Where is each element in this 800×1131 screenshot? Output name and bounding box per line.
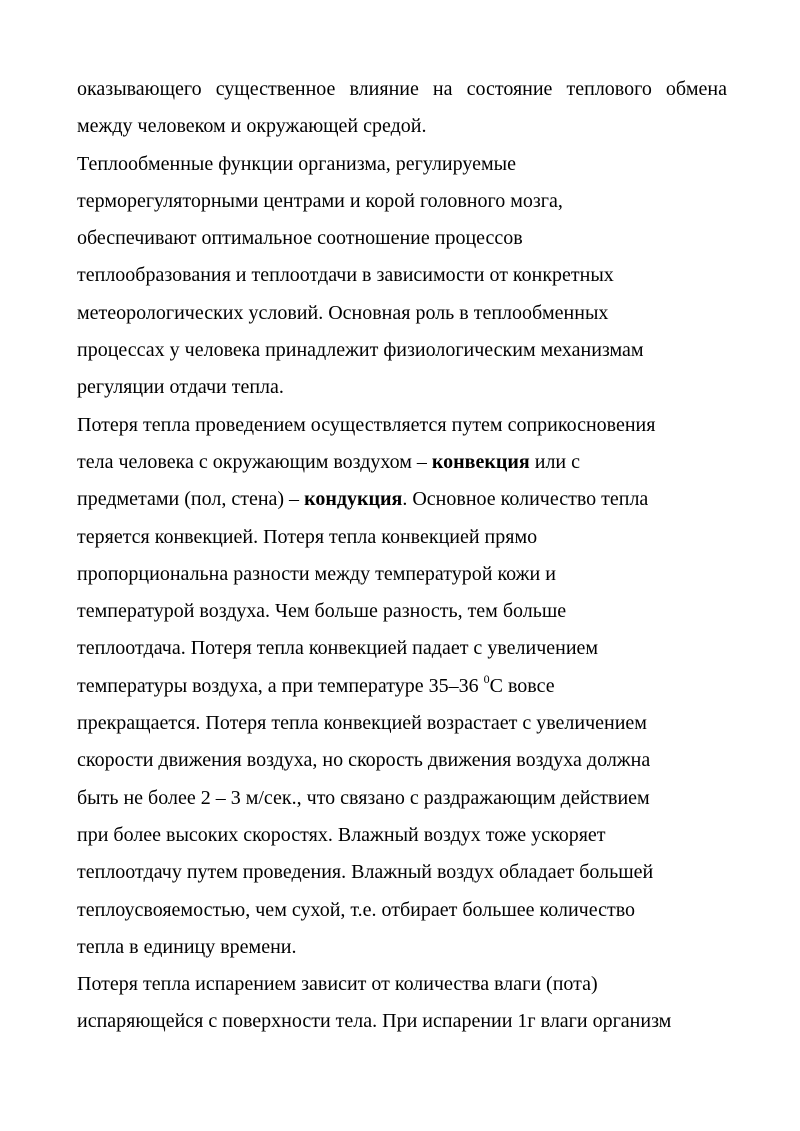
- text-run: испаряющейся с поверхности тела. При испарении 1г влаги организм: [77, 1010, 672, 1033]
- text-line: [77, 369, 727, 406]
- paragraph: [77, 146, 727, 407]
- text-run: пропорциональна разности между температурой кожи и: [77, 562, 556, 585]
- text-run: прекращается. Потеря тепла конвекцией возрастает с увеличением: [77, 712, 647, 735]
- text-run: тепла в единицу времени.: [77, 935, 297, 958]
- text-run: Потеря тепла испарением зависит от количества влаги (пота): [77, 973, 598, 996]
- text-line: [77, 593, 727, 630]
- text-run: между человеком и окружающей средой.: [77, 115, 427, 138]
- text-run: при более высоких скоростях. Влажный воздух тоже ускоряет: [77, 823, 606, 846]
- text-run: температуры воздуха, а при температуре 35–36: [77, 674, 484, 697]
- paragraph: [77, 966, 727, 1041]
- text-line: [77, 742, 727, 779]
- text-run: тела человека с окружающим воздухом –: [77, 450, 432, 473]
- text-line: [77, 108, 727, 145]
- text-line: [77, 556, 727, 593]
- bold-term: конвекция: [431, 450, 530, 473]
- text-line: [77, 183, 727, 220]
- text-line: [77, 407, 727, 444]
- text-run: быть не более 2 – 3 м/сек., что связано с раздражающим действием: [77, 786, 650, 809]
- text-run: С вовсе: [489, 674, 555, 697]
- text-run: регуляции отдачи тепла.: [77, 376, 284, 399]
- text-line: [77, 481, 727, 518]
- paragraph: [77, 71, 727, 146]
- text-run: теплоусвояемостью, чем сухой, т.е. отбирает большее количество: [77, 898, 636, 921]
- text-run: метеорологических условий. Основная роль в теплообменных: [77, 301, 609, 324]
- text-run: теплоотдачу путем проведения. Влажный воздух обладает большей: [77, 861, 654, 884]
- text-line: [77, 854, 727, 891]
- document-page: [77, 71, 727, 1041]
- paragraph: [77, 407, 727, 966]
- text-line: [77, 1003, 727, 1040]
- text-line: [77, 257, 727, 294]
- text-line: [77, 966, 727, 1003]
- text-run: . Основное количество тепла: [402, 488, 649, 511]
- text-run: теплообразования и теплоотдачи в зависимости от конкретных: [77, 264, 614, 287]
- text-run: теплоотдача. Потеря тепла конвекцией падает с увеличением: [77, 637, 599, 660]
- text-run: теряется конвекцией. Потеря тепла конвекцией прямо: [77, 525, 538, 548]
- text-run: температурой воздуха. Чем больше разность, тем больше: [77, 600, 567, 623]
- text-run: Потеря тепла проведением осуществляется путем соприкосновения: [77, 413, 656, 436]
- text-run: терморегуляторными центрами и корой головного мозга,: [77, 189, 563, 212]
- text-line: [77, 519, 727, 556]
- text-line: [77, 220, 727, 257]
- text-run: или с: [529, 450, 581, 473]
- text-line: [77, 71, 727, 108]
- text-run: процессах у человека принадлежит физиологическим механизмам: [77, 339, 644, 362]
- text-line: [77, 332, 727, 369]
- text-run: скорости движения воздуха, но скорость движения воздуха должна: [77, 749, 651, 772]
- text-line: [77, 444, 727, 481]
- superscript: 0: [483, 671, 490, 686]
- text-line: [77, 668, 727, 705]
- text-run: обеспечивают оптимальное соотношение процессов: [77, 227, 523, 250]
- bold-term: кондукция: [304, 488, 403, 511]
- text-line: [77, 929, 727, 966]
- text-line: [77, 705, 727, 742]
- text-line: [77, 892, 727, 929]
- text-run: предметами (пол, стена) –: [77, 488, 305, 511]
- text-line: [77, 295, 727, 332]
- text-line: [77, 630, 727, 667]
- text-run: оказывающего существенное влияние на состояние теплового обмена: [77, 78, 727, 100]
- text-line: [77, 146, 727, 183]
- text-line: [77, 780, 727, 817]
- text-line: [77, 817, 727, 854]
- text-run: Теплообменные функции организма, регулируемые: [77, 152, 516, 175]
